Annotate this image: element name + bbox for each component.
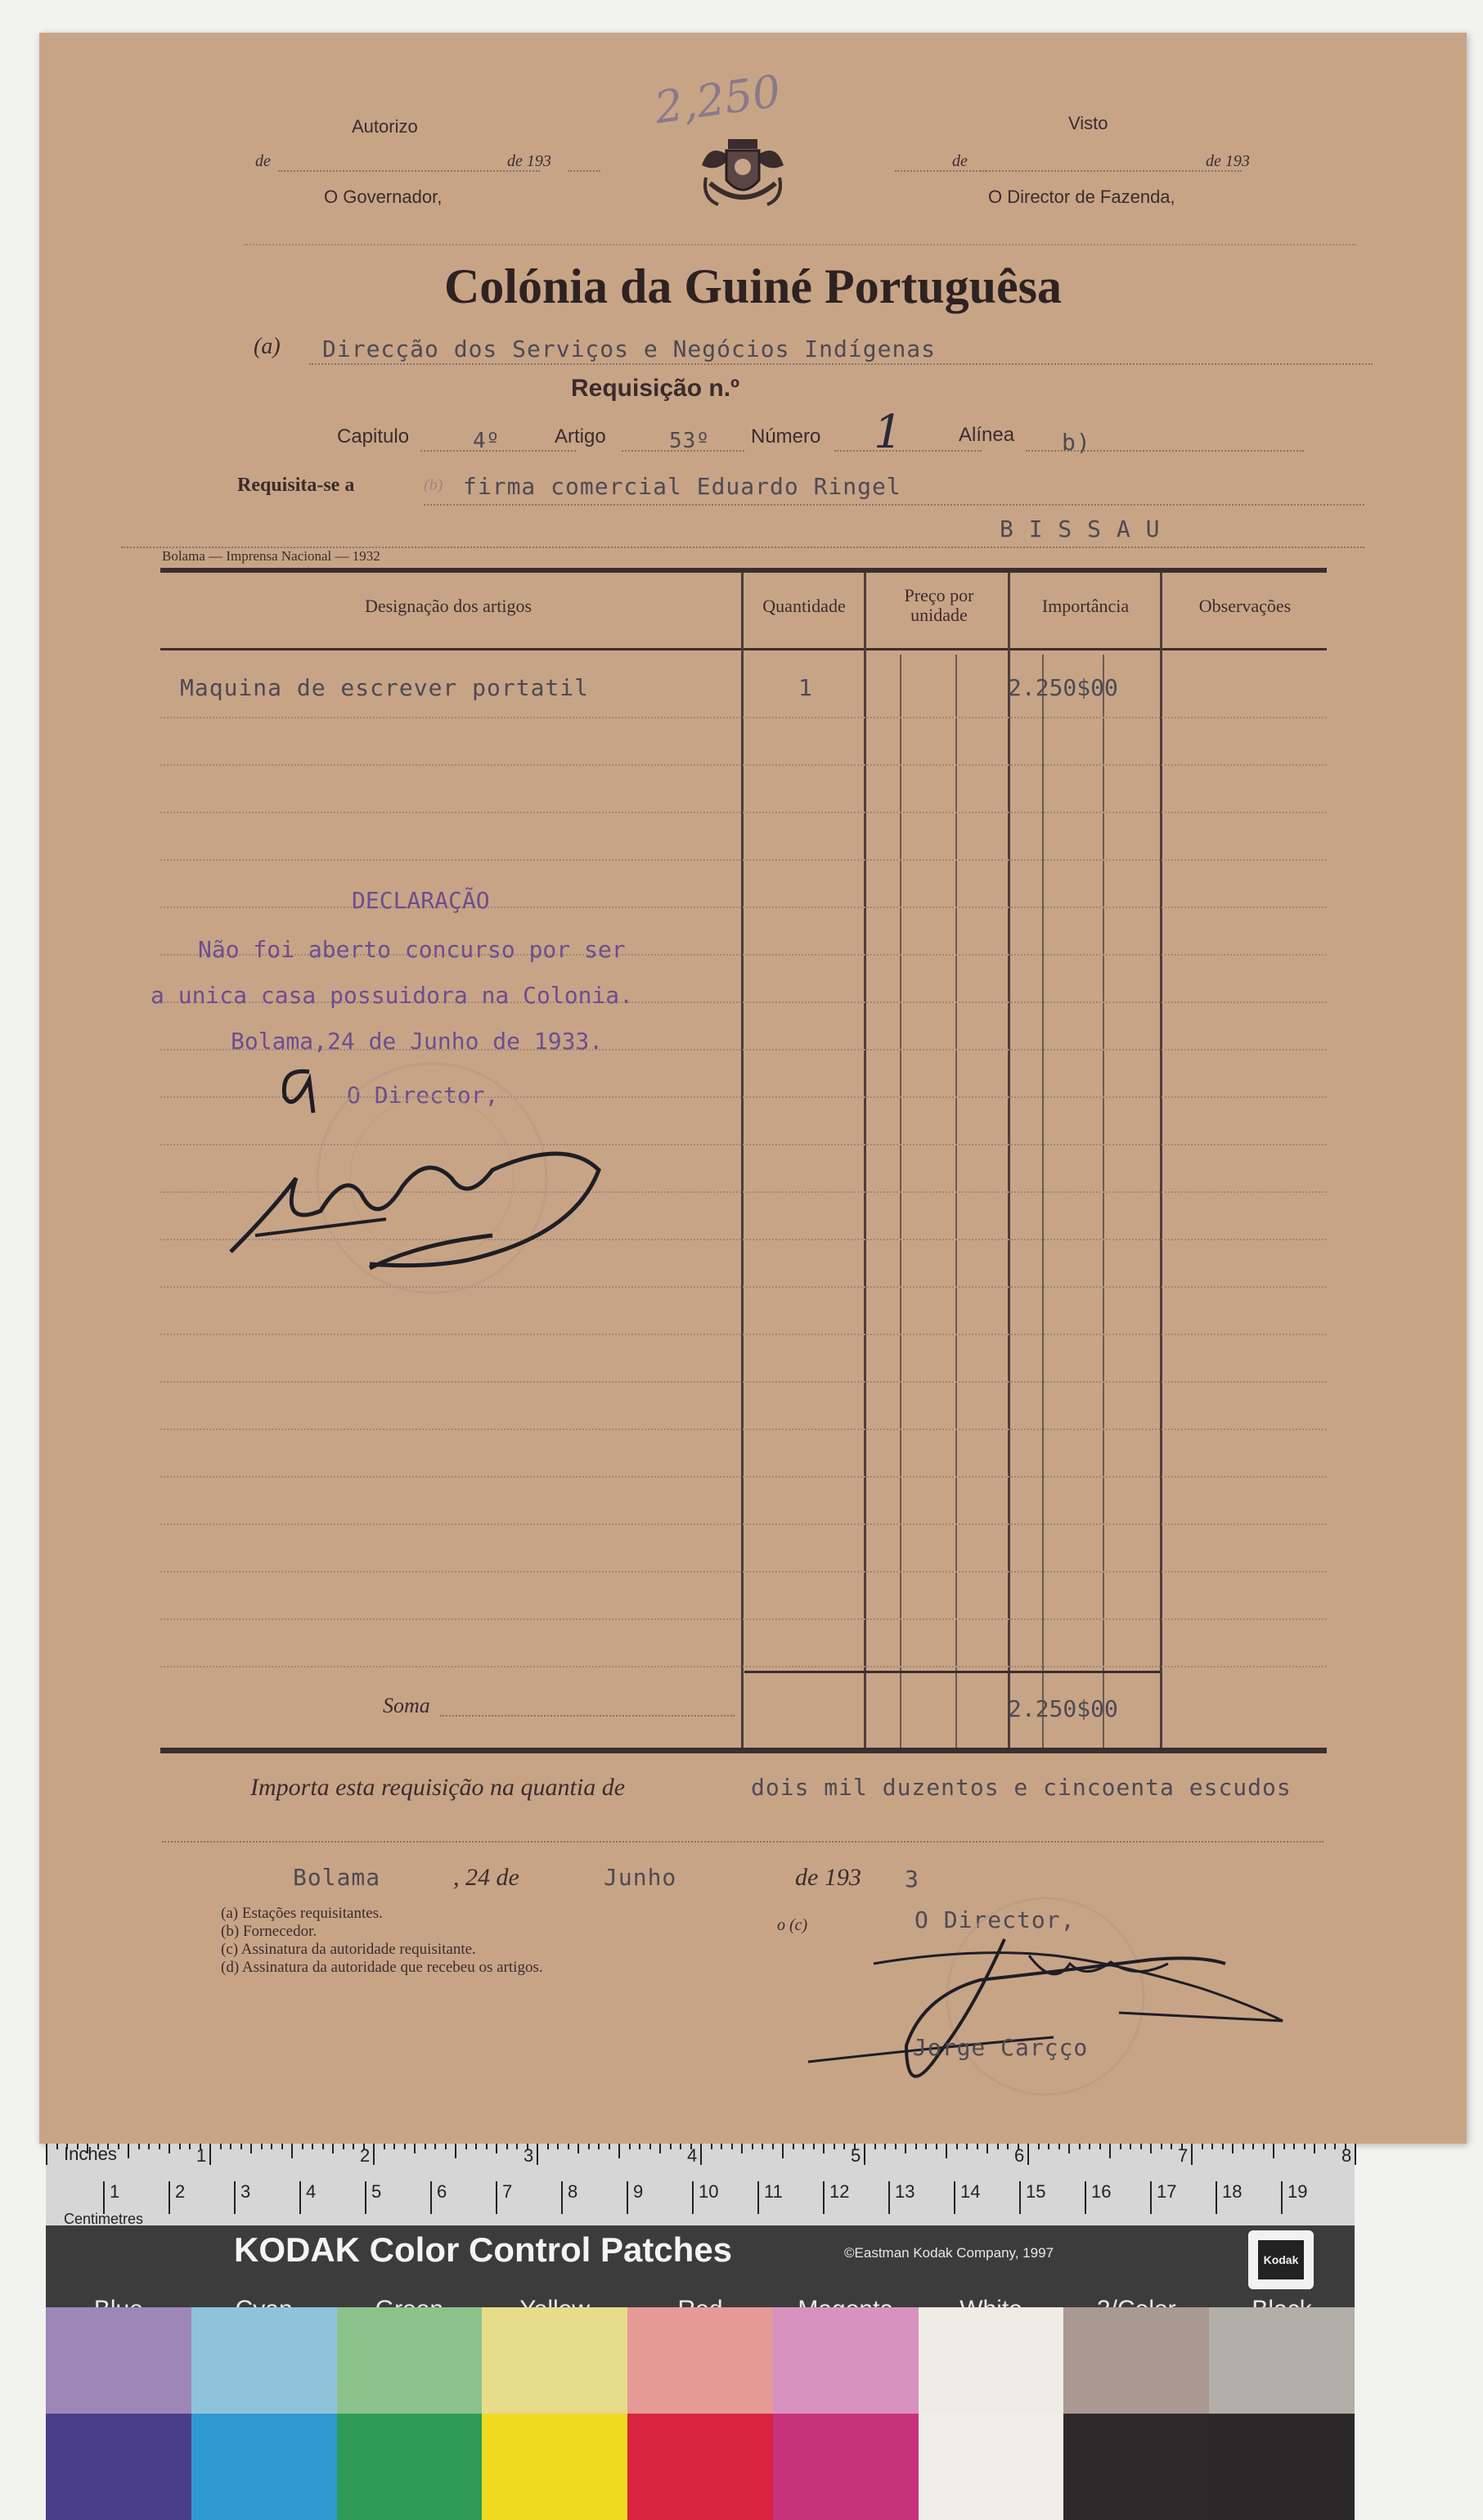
cm-number: 15	[1019, 2181, 1045, 2214]
inch-number: 4	[687, 2145, 698, 2166]
ruler-tick	[895, 2144, 897, 2149]
ruling-line	[160, 1429, 1327, 1430]
ruler-tick	[731, 2144, 733, 2149]
ruler-tick	[915, 2144, 917, 2149]
signature-title: O Director,	[915, 1906, 1076, 1933]
numero-line	[834, 450, 982, 452]
ruler-tick	[455, 2144, 456, 2158]
soma-rule	[744, 1671, 1160, 1673]
ruler-tick	[956, 2144, 958, 2149]
ruler-tick	[1120, 2144, 1121, 2149]
visto-date-year: de 193	[1206, 152, 1250, 170]
color-patch	[191, 2307, 337, 2414]
color-patch	[337, 2414, 483, 2520]
centimetres-label: Centimetres	[64, 2211, 144, 2227]
color-patch	[1063, 2307, 1209, 2414]
ruler-tick	[353, 2144, 354, 2149]
ruler-tick	[1211, 2144, 1213, 2149]
ruler-tick	[598, 2144, 600, 2149]
ruler-tick	[322, 2144, 324, 2149]
ruler-tick	[1109, 2144, 1111, 2158]
ruler-tick	[1140, 2144, 1142, 2149]
ruling-line	[160, 717, 1327, 718]
inch-number: 2	[360, 2145, 371, 2166]
item-designation: Maquina de escrever portatil	[180, 674, 590, 701]
imprint: Bolama — Imprensa Nacional — 1932	[162, 548, 380, 564]
ruling-line	[160, 1476, 1327, 1478]
importa-value: dois mil duzentos e cincoenta escudos	[751, 1774, 1292, 1801]
visto-month-line	[980, 170, 1242, 172]
capitulo-label: Capitulo	[337, 425, 410, 448]
price-subdivider-2	[955, 655, 957, 1748]
ruler-scale	[46, 2144, 1355, 2225]
ruler-tick	[537, 2144, 538, 2165]
cm-number: 14	[954, 2181, 980, 2214]
ruler-tick	[721, 2144, 722, 2149]
ruler-tick	[1048, 2144, 1049, 2149]
requisita-label: Requisita-se a	[237, 475, 355, 496]
department-value: Direcção dos Serviços e Negócios Indígenas	[322, 335, 937, 362]
color-patch	[337, 2307, 483, 2414]
cm-number: 18	[1216, 2181, 1242, 2214]
cm-number: 2	[169, 2181, 185, 2214]
ruler-tick	[1243, 2144, 1244, 2149]
color-patch	[919, 2307, 1064, 2414]
ruler-tick	[1334, 2144, 1336, 2149]
header-separator	[244, 244, 1356, 245]
price-subdivider-1	[900, 655, 901, 1748]
ruler-tick	[128, 2144, 129, 2158]
ruler-tick	[977, 2144, 978, 2149]
authorize-date-year: de 193	[507, 152, 551, 170]
ruler-tick	[138, 2144, 140, 2149]
authorize-date-de: de	[255, 152, 271, 170]
col-header-amount: Importância	[1041, 596, 1130, 616]
ruler-tick	[925, 2144, 927, 2149]
declaration-signer: O Director,	[347, 1082, 499, 1109]
ruler-tick	[609, 2144, 610, 2149]
ruler-tick	[465, 2144, 467, 2149]
kodak-logo-text: Kodak	[1258, 2240, 1304, 2279]
ruler-tick	[1355, 2144, 1356, 2165]
numero-label: Número	[751, 425, 821, 448]
inch-number: 5	[851, 2145, 861, 2166]
handwritten-note: 2,250	[651, 65, 784, 134]
visto-day-line	[895, 170, 986, 172]
ruler-tick	[843, 2144, 845, 2149]
soma-value: 2.250$00	[1008, 1695, 1118, 1722]
ruler-tick	[1150, 2144, 1152, 2153]
ruler-tick	[291, 2144, 293, 2158]
cm-number: 8	[561, 2181, 577, 2214]
ruler-tick	[1283, 2144, 1285, 2149]
cm-number: 10	[692, 2181, 718, 2214]
ruler-tick	[46, 2144, 47, 2165]
ruler-tick	[649, 2144, 651, 2149]
ruler-tick	[281, 2144, 283, 2149]
ruler-tick	[425, 2144, 426, 2149]
ruler-tick	[312, 2144, 313, 2149]
color-patch	[627, 2307, 773, 2414]
ruler-tick	[56, 2144, 58, 2149]
supplier-line	[424, 504, 1364, 506]
visto-title: Visto	[1068, 113, 1108, 133]
kodak-copyright: ©Eastman Kodak Company, 1997	[844, 2245, 1054, 2261]
ruler-tick	[1099, 2144, 1101, 2149]
footnote-a: (a) Estações requisitantes.	[221, 1905, 383, 1922]
amount-subdivider-1	[1042, 655, 1044, 1748]
ruling-line	[160, 764, 1327, 766]
ruler-tick	[302, 2144, 303, 2149]
ruler-tick	[271, 2144, 272, 2149]
signature-name: Jorge Carçço	[913, 2034, 1089, 2061]
date-year-prefix: de 193	[795, 1864, 861, 1891]
ruler-tick	[1038, 2144, 1040, 2149]
ruler-tick	[1202, 2144, 1203, 2149]
ruler-tick	[384, 2144, 385, 2149]
ruler-tick	[629, 2144, 631, 2149]
ruler-tick	[240, 2144, 242, 2149]
ruler-tick	[700, 2144, 702, 2165]
requisition-document	[39, 33, 1467, 2144]
visto-signer: O Director de Fazenda,	[988, 187, 1175, 207]
cm-number: 5	[365, 2181, 381, 2214]
cm-number: 13	[888, 2181, 915, 2214]
color-patch	[773, 2414, 919, 2520]
ruler-tick	[834, 2144, 835, 2149]
item-quantity: 1	[798, 674, 813, 701]
ruling-line	[160, 1523, 1327, 1525]
color-patch	[919, 2414, 1064, 2520]
cm-number: 3	[234, 2181, 250, 2214]
cm-number: 16	[1085, 2181, 1111, 2214]
authorize-year-line	[568, 170, 600, 172]
kodak-title: KODAK Color Control Patches	[234, 2230, 733, 2269]
ruling-line	[160, 1571, 1327, 1573]
declaration-line-2: a unica casa possuidora na Colonia.	[151, 982, 634, 1009]
cm-number: 9	[627, 2181, 643, 2214]
ruler-tick	[1273, 2144, 1274, 2158]
table-header-rule	[160, 648, 1327, 650]
amount-subdivider-2	[1103, 655, 1104, 1748]
ruler-tick	[1058, 2144, 1060, 2149]
importa-line	[162, 1841, 1323, 1843]
ruler-tick	[1314, 2144, 1315, 2153]
numero-value: 1	[874, 406, 903, 459]
ruler-tick	[793, 2144, 794, 2149]
kodak-logo	[1248, 2230, 1314, 2289]
ruler-tick	[997, 2144, 999, 2149]
color-patch	[46, 2307, 191, 2414]
alinea-label: Alínea	[959, 424, 1015, 446]
ruler-tick	[670, 2144, 672, 2149]
ruler-tick	[475, 2144, 477, 2149]
item-amount: 2.250$00	[1008, 674, 1118, 701]
ruler-tick	[516, 2144, 518, 2149]
ruler-tick	[1171, 2144, 1172, 2149]
ruler-tick	[547, 2144, 549, 2149]
declaration-signature	[222, 1121, 615, 1289]
cm-number: 12	[823, 2181, 849, 2214]
ruler-tick	[169, 2144, 170, 2153]
ruler-tick	[261, 2144, 263, 2149]
ruler-tick	[445, 2144, 447, 2149]
declaration-line-3: Bolama,24 de Junho de 1933.	[231, 1028, 604, 1055]
authorize-title: Autorizo	[352, 116, 418, 137]
supplier-place: B I S S A U	[1000, 515, 1161, 542]
cm-number: 17	[1150, 2181, 1176, 2214]
col-header-unit-price: Preço por unidade	[904, 585, 974, 625]
ruler-tick	[823, 2144, 825, 2153]
cm-number: 7	[496, 2181, 512, 2214]
ruler-tick	[414, 2144, 416, 2153]
inch-number: 7	[1178, 2145, 1189, 2166]
ruler-tick	[1222, 2144, 1224, 2149]
ruling-line	[160, 1666, 1327, 1667]
alinea-value: b)	[1062, 429, 1091, 456]
ruler-tick	[986, 2144, 988, 2153]
ruler-tick	[250, 2144, 252, 2153]
color-patch	[627, 2414, 773, 2520]
ruler-tick	[159, 2144, 160, 2149]
visto-date-de: de	[952, 152, 968, 170]
ruler-tick	[1263, 2144, 1265, 2149]
footnote-d: (d) Assinatura da autoridade que recebeu os artigos.	[221, 1959, 543, 1976]
col-header-observations: Observações	[1198, 596, 1292, 616]
soma-dots	[440, 1715, 735, 1717]
table-top-rule	[160, 568, 1327, 573]
ruler-tick	[1304, 2144, 1305, 2149]
ruler-tick	[179, 2144, 181, 2149]
cm-number: 6	[430, 2181, 447, 2214]
ruler-tick	[936, 2144, 937, 2149]
cm-number: 19	[1281, 2181, 1307, 2214]
ruler-tick	[905, 2144, 906, 2153]
ruler-tick	[373, 2144, 375, 2165]
ruling-line	[160, 1381, 1327, 1383]
requisita-marker: (b)	[424, 476, 443, 494]
ruler-tick	[1068, 2144, 1070, 2153]
ruler-tick	[486, 2144, 488, 2149]
date-place: Bolama	[293, 1864, 381, 1891]
ruler-tick	[741, 2144, 743, 2153]
ruler-tick	[762, 2144, 763, 2149]
ruler-tick	[1191, 2144, 1193, 2165]
table-bottom-rule	[160, 1748, 1327, 1753]
footnote-c: (c) Assinatura da autoridade requisitante.	[221, 1941, 476, 1958]
date-month: Junho	[604, 1864, 677, 1891]
department-marker: (a)	[254, 334, 281, 359]
ruler-tick	[772, 2144, 774, 2149]
ruler-tick	[1089, 2144, 1090, 2149]
date-day: , 24 de	[453, 1864, 519, 1891]
authorize-signer: O Governador,	[324, 187, 443, 207]
ruler-tick	[618, 2144, 620, 2158]
ruler-tick	[1079, 2144, 1081, 2149]
color-patch	[191, 2414, 337, 2520]
declaration-title: DECLARAÇÃO	[352, 887, 490, 914]
ruler-tick	[711, 2144, 712, 2149]
cm-number: 4	[299, 2181, 316, 2214]
authorize-date-line	[278, 170, 540, 172]
declaration-line-1: Não foi aberto concurso por ser	[198, 936, 626, 963]
ruling-line	[160, 1618, 1327, 1620]
ruler-tick	[588, 2144, 590, 2149]
ruler-tick	[680, 2144, 681, 2149]
ruler-tick	[189, 2144, 191, 2149]
footnote-b: (b) Fornecedor.	[221, 1923, 317, 1940]
ruling-line	[160, 907, 1327, 908]
ruler-tick	[946, 2144, 947, 2158]
ruler-tick	[393, 2144, 395, 2149]
ruler-tick	[1232, 2144, 1234, 2153]
color-patch	[1209, 2307, 1355, 2414]
color-patch	[1063, 2414, 1209, 2520]
color-patch	[773, 2307, 919, 2414]
ruler-tick	[813, 2144, 815, 2149]
inch-number: 3	[524, 2145, 534, 2166]
department-line	[309, 363, 1373, 365]
ruler-tick	[1161, 2144, 1162, 2149]
ruler-tick	[659, 2144, 661, 2153]
ruler-tick	[434, 2144, 436, 2149]
ruler-tick	[577, 2144, 579, 2153]
ruling-line	[160, 1334, 1327, 1335]
importa-label: Importa esta requisição na quantia de	[250, 1774, 626, 1801]
ruler-tick	[557, 2144, 559, 2149]
color-patch	[482, 2414, 627, 2520]
artigo-value: 53º	[669, 429, 710, 453]
date-year-digit: 3	[905, 1865, 919, 1892]
ruler-tick	[568, 2144, 569, 2149]
ruler-tick	[496, 2144, 497, 2153]
ruler-tick	[1324, 2144, 1326, 2149]
ruler-tick	[1007, 2144, 1009, 2149]
col-header-quantity: Quantidade	[762, 596, 846, 616]
color-patch	[46, 2414, 191, 2520]
ruler-tick	[343, 2144, 344, 2149]
ruler-tick	[118, 2144, 119, 2149]
signature-prefix: o (c)	[777, 1916, 808, 1934]
ruler-tick	[230, 2144, 231, 2149]
inch-number: 1	[196, 2145, 207, 2166]
ruling-line	[160, 812, 1327, 813]
ruler-tick	[864, 2144, 865, 2165]
requisition-number-label: Requisição n.º	[571, 375, 740, 402]
inch-number: 6	[1014, 2145, 1025, 2166]
color-patch	[482, 2307, 627, 2414]
artigo-label: Artigo	[555, 425, 606, 448]
ruler-tick	[752, 2144, 753, 2149]
color-patches	[46, 2307, 1355, 2520]
color-patch	[1209, 2414, 1355, 2520]
ruler-tick	[506, 2144, 508, 2149]
ruler-tick	[874, 2144, 876, 2149]
page-title: Colónia da Guiné Portuguêsa	[443, 259, 1063, 313]
ruling-line	[160, 859, 1327, 861]
ruler-tick	[1252, 2144, 1254, 2149]
cm-number: 11	[757, 2181, 783, 2214]
ruler-tick	[884, 2144, 886, 2149]
capitulo-value: 4º	[473, 429, 501, 453]
ruler-tick	[639, 2144, 640, 2149]
ruler-tick	[966, 2144, 968, 2149]
cm-number: 1	[103, 2181, 119, 2214]
supplier-name: firma comercial Eduardo Ringel	[463, 473, 901, 500]
ruler-tick	[782, 2144, 784, 2158]
director-signature	[710, 1923, 1315, 2140]
inch-number: 8	[1341, 2145, 1352, 2166]
ruler-tick	[148, 2144, 150, 2149]
soma-label: Soma	[383, 1694, 430, 1717]
ruler-tick	[332, 2144, 334, 2153]
ruler-tick	[1027, 2144, 1029, 2165]
coat-of-arms-emblem	[694, 133, 792, 214]
ruler-tick	[220, 2144, 222, 2149]
inches-label: Inches	[64, 2144, 117, 2164]
ruler-tick	[802, 2144, 804, 2149]
ruler-tick	[1293, 2144, 1295, 2149]
ruler-tick	[404, 2144, 406, 2149]
ruler-tick	[209, 2144, 211, 2165]
ruler-tick	[1130, 2144, 1131, 2149]
col-header-designation: Designação dos artigos	[364, 596, 533, 616]
